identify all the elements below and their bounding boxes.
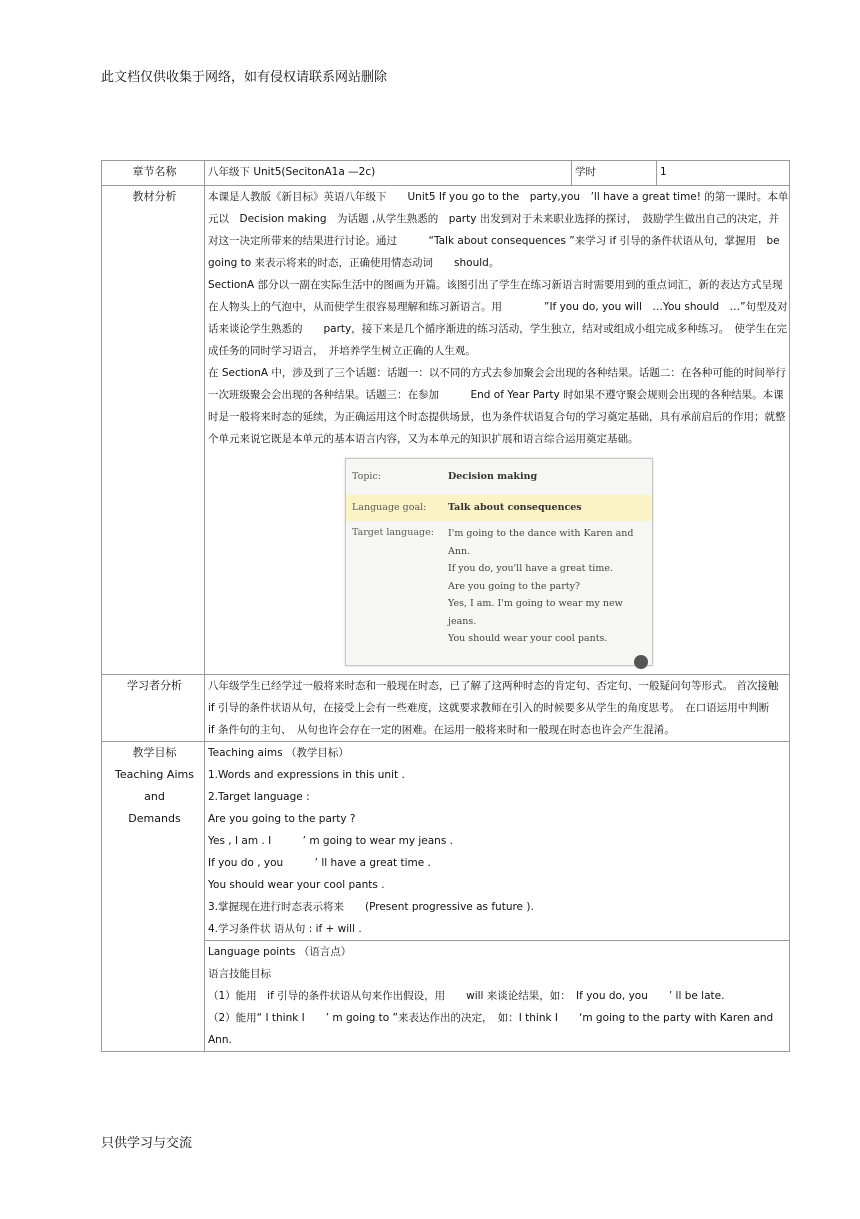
aims-line: Yes , I am . I ’ m going to wear my jeans .	[208, 835, 453, 847]
figure-goal-key: Language goal:	[352, 502, 427, 513]
learner-analysis-row	[102, 675, 790, 742]
teaching-aims-label-en-2: Demands	[128, 812, 181, 825]
figure-target-line: If you do, you'll have a great time.	[448, 563, 613, 574]
aims-line: You should wear your cool pants .	[208, 879, 385, 891]
figure-target-row	[346, 521, 652, 648]
aims-line: 3.掌握现在进行时态表示将来 (Present progressive as future ).	[208, 901, 534, 913]
material-analysis-content	[205, 186, 790, 675]
figure-goal-row	[346, 495, 652, 521]
figure-topic-row	[346, 459, 652, 495]
language-point-line: （2）能用“ I think I ’ m going to ”来表达作出的决定， 如：I think I ‘m going to the party with Karen and Ann.	[208, 1012, 774, 1046]
material-paragraph-3: 在 SectionA 中，涉及到了三个话题：话题一：以不同的方式去参加聚会会出现的各种结果。话题二：在各种可能的时间举行一次班级聚会会出现的各种结果。话题三：在参加 End of Year Party 时如果不遵守聚会规则会出现的各种结果。本课时是一般将来时态的延续，为正确运用这个时态提供场景，也为条件状语复合句的学习奠定基础，具有承前启后的作用；就整个单元来说它既是本单元的基本语言内容，又为本单元的知识扩展和语言综合运用奠定基础。	[208, 367, 786, 445]
teaching-aims-content	[205, 742, 790, 941]
teaching-aims-label	[102, 742, 205, 1052]
textbook-figure	[345, 458, 653, 666]
language-point-line: 语言技能目标	[208, 968, 271, 980]
material-analysis-row	[102, 186, 790, 675]
material-paragraph-1: 本课是人教版《新目标》英语八年级下 Unit5 If you go to the party,you ’ll have a great time! 的第一课时。本单元以 Decision making 为话题 ,从学生熟悉的 party 出发到对于未来职业选择的探讨， 鼓励学生做出自己的决定，并对这一决定所带来的结果进行讨论。通过 “Talk about consequences ”来学习 if 引导的条件状语从句，掌握用 be going to 来表示将来的时态，正确使用情态动词 should。	[208, 191, 789, 269]
figure-target-key: Target language:	[352, 527, 434, 538]
figure-target-line: Ann.	[448, 545, 471, 557]
teaching-aims-label-en-1: Teaching Aims and	[115, 768, 194, 803]
aims-line: 1.Words and expressions in this unit .	[208, 769, 405, 781]
teaching-aims-label-cn: 教学目标	[132, 746, 177, 759]
material-analysis-label: 教材分析	[102, 186, 205, 675]
figure-target-line: I'm going to the dance with Karen and	[448, 528, 634, 539]
figure-topic-value: Decision making	[448, 471, 538, 482]
language-points-content	[205, 941, 790, 1052]
language-point-line: Language points （语言点）	[208, 946, 352, 958]
figure-target-lines	[448, 525, 646, 648]
class-hours-value: 1	[657, 161, 790, 186]
figure-goal-value: Talk about consequences	[448, 502, 582, 513]
chapter-name-label: 章节名称	[102, 161, 205, 186]
aims-line: 2.Target language :	[208, 791, 310, 803]
aims-line: Are you going to the party ?	[208, 813, 356, 825]
aims-line: Teaching aims （教学目标）	[208, 747, 349, 759]
material-paragraph-2: SectionA 部分以一副在实际生活中的图画为开篇。该图引出了学生在练习新语言时需要用到的重点词汇，新的表达方式呈现在人物头上的气泡中，从而使学生很容易理解和练习新语言。用 ”If you do, you will …You should …”句型及对话来谈论学生熟悉的 party，接下来是几个循序渐进的练习活动，学生独立，结对或组成小组完成多种练习。 使学生在完成任务的同时学习语言， 并培养学生树立正确的人生观。	[208, 279, 788, 357]
learner-analysis-label: 学习者分析	[102, 675, 205, 742]
language-points-row	[102, 941, 790, 1052]
figure-corner-icon	[634, 655, 648, 669]
learner-analysis-content: 八年级学生已经学过一般将来时态和一般现在时态，已了解了这两种时态的肯定句、否定句、一般疑问句等形式。 首次接触 if 引导的条件状语从句，在接受上会有一些难度，这就要求教师在引入的时候要多从学生的角度思考。 在口语运用中判断 if 条件句的主句、 从句也许会存在一定的困难。在运用一般将来时和一般现在时态也许会产生混淆。	[205, 675, 790, 742]
figure-target-line: jeans.	[448, 615, 477, 627]
class-hours-label: 学时	[572, 161, 657, 186]
footer-note: 只供学习与交流	[101, 1136, 193, 1151]
header-note: 此文档仅供收集于网络，如有侵权请联系网站删除	[101, 70, 388, 85]
chapter-name-value: 八年级下 Unit5(SecitonA1a —2c)	[205, 161, 572, 186]
figure-topic-key: Topic:	[352, 471, 381, 482]
lesson-plan-table	[101, 160, 790, 1052]
chapter-row	[102, 161, 790, 186]
aims-line: 4.学习条件状 语从句 : if + will .	[208, 923, 362, 935]
language-point-line: （1）能用 if 引导的条件状语从句来作出假设，用 will 来谈论结果，如： If you do, you ’ ll be late.	[208, 990, 725, 1002]
figure-target-line: You should wear your cool pants.	[448, 633, 608, 644]
teaching-aims-row	[102, 742, 790, 941]
aims-line: If you do , you ’ ll have a great time .	[208, 857, 431, 869]
figure-target-line: Yes, I am. I'm going to wear my new	[448, 598, 623, 609]
figure-target-line: Are you going to the party?	[448, 580, 581, 592]
